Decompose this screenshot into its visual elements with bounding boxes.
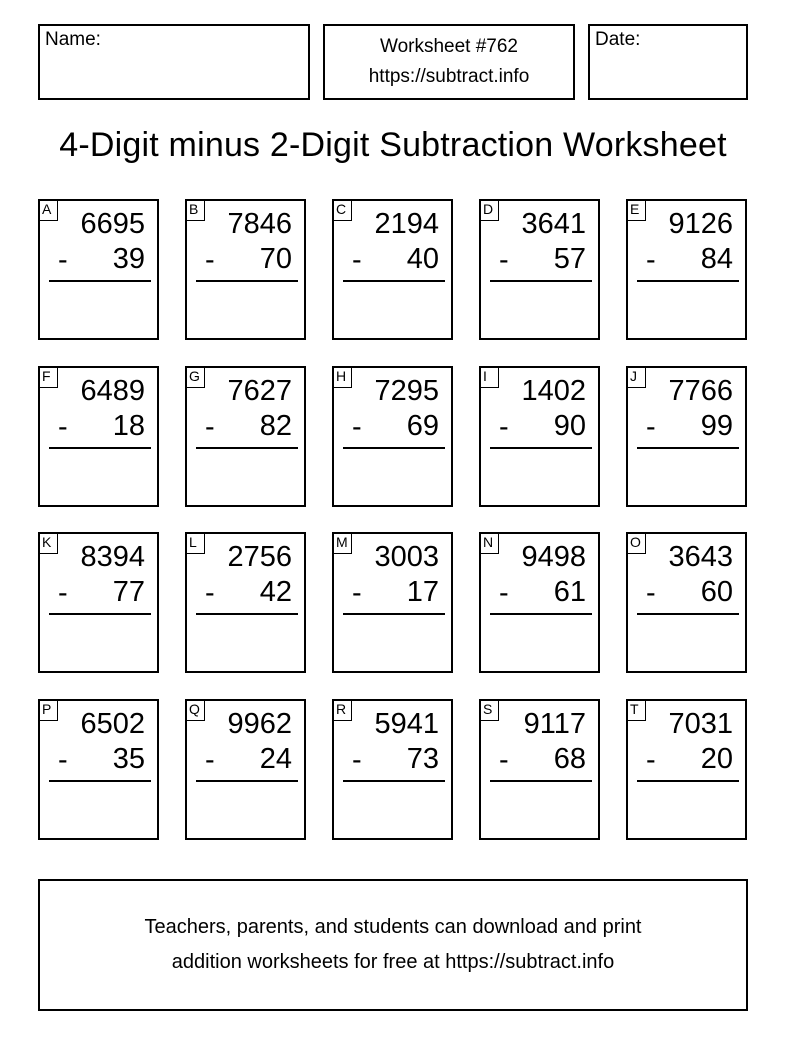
subtrahend: 40 <box>406 243 439 275</box>
minuend: 6502 <box>80 708 145 740</box>
minus-sign: - <box>352 744 362 776</box>
answer-line <box>490 447 592 449</box>
minuend: 3003 <box>374 541 439 573</box>
date-box[interactable] <box>588 24 748 100</box>
problem-card[interactable] <box>332 532 453 673</box>
answer-line <box>49 280 151 282</box>
answer-line <box>343 280 445 282</box>
footer-line-2: addition worksheets for free at https://subtract.info <box>171 951 615 973</box>
answer-line <box>49 613 151 615</box>
footer-line-1: Teachers, parents, and students can download and print <box>144 916 642 938</box>
answer-line <box>343 780 445 782</box>
minus-sign: - <box>205 244 215 276</box>
answer-line <box>196 780 298 782</box>
problem-letter: R <box>332 699 352 721</box>
minus-sign: - <box>58 744 68 776</box>
subtrahend: 57 <box>553 243 586 275</box>
problem-card[interactable] <box>38 366 159 507</box>
minus-sign: - <box>352 411 362 443</box>
name-box[interactable] <box>38 24 310 100</box>
problem-card[interactable] <box>479 366 600 507</box>
problem-card[interactable] <box>185 532 306 673</box>
minus-sign: - <box>499 577 509 609</box>
worksheet-number: Worksheet #762 <box>379 36 518 57</box>
subtrahend: 24 <box>259 743 292 775</box>
problem-card[interactable] <box>38 699 159 840</box>
problem-letter: J <box>626 366 646 388</box>
problem-card[interactable] <box>626 199 747 340</box>
problem-card[interactable] <box>332 366 453 507</box>
answer-line <box>637 613 739 615</box>
subtrahend: 68 <box>553 743 586 775</box>
problem-card[interactable] <box>185 199 306 340</box>
problem-card[interactable] <box>185 366 306 507</box>
minus-sign: - <box>499 244 509 276</box>
subtrahend: 70 <box>259 243 292 275</box>
minuend: 2756 <box>227 541 292 573</box>
problem-letter: M <box>332 532 352 554</box>
subtrahend: 42 <box>259 576 292 608</box>
problem-letter: L <box>185 532 205 554</box>
minus-sign: - <box>58 577 68 609</box>
problem-card[interactable] <box>626 532 747 673</box>
minus-sign: - <box>646 411 656 443</box>
problem-letter: K <box>38 532 58 554</box>
answer-line <box>196 613 298 615</box>
minus-sign: - <box>646 244 656 276</box>
minuend: 2194 <box>374 208 439 240</box>
problem-letter: S <box>479 699 499 721</box>
subtrahend: 17 <box>406 576 439 608</box>
page-title: 4-Digit minus 2-Digit Subtraction Worksheet <box>59 126 727 164</box>
subtrahend: 73 <box>406 743 439 775</box>
minus-sign: - <box>646 577 656 609</box>
minuend: 6489 <box>80 375 145 407</box>
problem-letter: D <box>479 199 499 221</box>
minus-sign: - <box>58 244 68 276</box>
problem-letter: E <box>626 199 646 221</box>
answer-line <box>343 613 445 615</box>
problem-letter: H <box>332 366 352 388</box>
minuend: 3643 <box>668 541 733 573</box>
problem-letter: A <box>38 199 58 221</box>
subtrahend: 18 <box>112 410 145 442</box>
problem-letter: P <box>38 699 58 721</box>
minuend: 9498 <box>521 541 586 573</box>
worksheet-url: https://subtract.info <box>368 66 530 87</box>
problem-letter: I <box>479 366 499 388</box>
problem-letter: Q <box>185 699 205 721</box>
answer-line <box>343 447 445 449</box>
problem-letter: C <box>332 199 352 221</box>
problem-card[interactable] <box>626 366 747 507</box>
problem-letter: N <box>479 532 499 554</box>
problem-card[interactable] <box>479 199 600 340</box>
subtrahend: 35 <box>112 743 145 775</box>
problem-letter: T <box>626 699 646 721</box>
answer-line <box>637 280 739 282</box>
subtrahend: 69 <box>406 410 439 442</box>
answer-line <box>49 780 151 782</box>
subtrahend: 61 <box>553 576 586 608</box>
minuend: 7766 <box>668 375 733 407</box>
minus-sign: - <box>499 744 509 776</box>
problem-letter: B <box>185 199 205 221</box>
problem-card[interactable] <box>332 699 453 840</box>
minus-sign: - <box>499 411 509 443</box>
minuend: 9126 <box>668 208 733 240</box>
minus-sign: - <box>205 411 215 443</box>
minus-sign: - <box>205 577 215 609</box>
minuend: 5941 <box>374 708 439 740</box>
answer-line <box>490 780 592 782</box>
answer-line <box>637 447 739 449</box>
date-label: Date: <box>595 29 641 50</box>
answer-line <box>490 280 592 282</box>
problem-card[interactable] <box>626 699 747 840</box>
minuend: 8394 <box>80 541 145 573</box>
subtrahend: 39 <box>112 243 145 275</box>
answer-line <box>49 447 151 449</box>
subtrahend: 84 <box>700 243 733 275</box>
answer-line <box>196 447 298 449</box>
minuend: 9962 <box>227 708 292 740</box>
minuend: 7627 <box>227 375 292 407</box>
answer-line <box>637 780 739 782</box>
minuend: 7295 <box>374 375 439 407</box>
minuend: 6695 <box>80 208 145 240</box>
footer-box <box>38 879 748 1011</box>
minus-sign: - <box>352 244 362 276</box>
minus-sign: - <box>352 577 362 609</box>
subtrahend: 90 <box>553 410 586 442</box>
problem-card[interactable] <box>332 199 453 340</box>
subtrahend: 20 <box>700 743 733 775</box>
minuend: 7031 <box>668 708 733 740</box>
problem-card[interactable] <box>38 199 159 340</box>
answer-line <box>196 280 298 282</box>
subtrahend: 82 <box>259 410 292 442</box>
problem-card[interactable] <box>185 699 306 840</box>
minuend: 9117 <box>523 708 586 740</box>
problem-letter: F <box>38 366 58 388</box>
minuend: 1402 <box>521 375 586 407</box>
problem-card[interactable] <box>479 699 600 840</box>
subtrahend: 99 <box>700 410 733 442</box>
problem-letter: G <box>185 366 205 388</box>
minus-sign: - <box>205 744 215 776</box>
subtrahend: 77 <box>112 576 145 608</box>
minuend: 7846 <box>227 208 292 240</box>
problem-letter: O <box>626 532 646 554</box>
minuend: 3641 <box>521 208 586 240</box>
worksheet-info-box <box>323 24 575 100</box>
subtrahend: 60 <box>700 576 733 608</box>
minus-sign: - <box>58 411 68 443</box>
minus-sign: - <box>646 744 656 776</box>
name-label: Name: <box>45 29 101 50</box>
answer-line <box>490 613 592 615</box>
problem-card[interactable] <box>479 532 600 673</box>
problem-card[interactable] <box>38 532 159 673</box>
